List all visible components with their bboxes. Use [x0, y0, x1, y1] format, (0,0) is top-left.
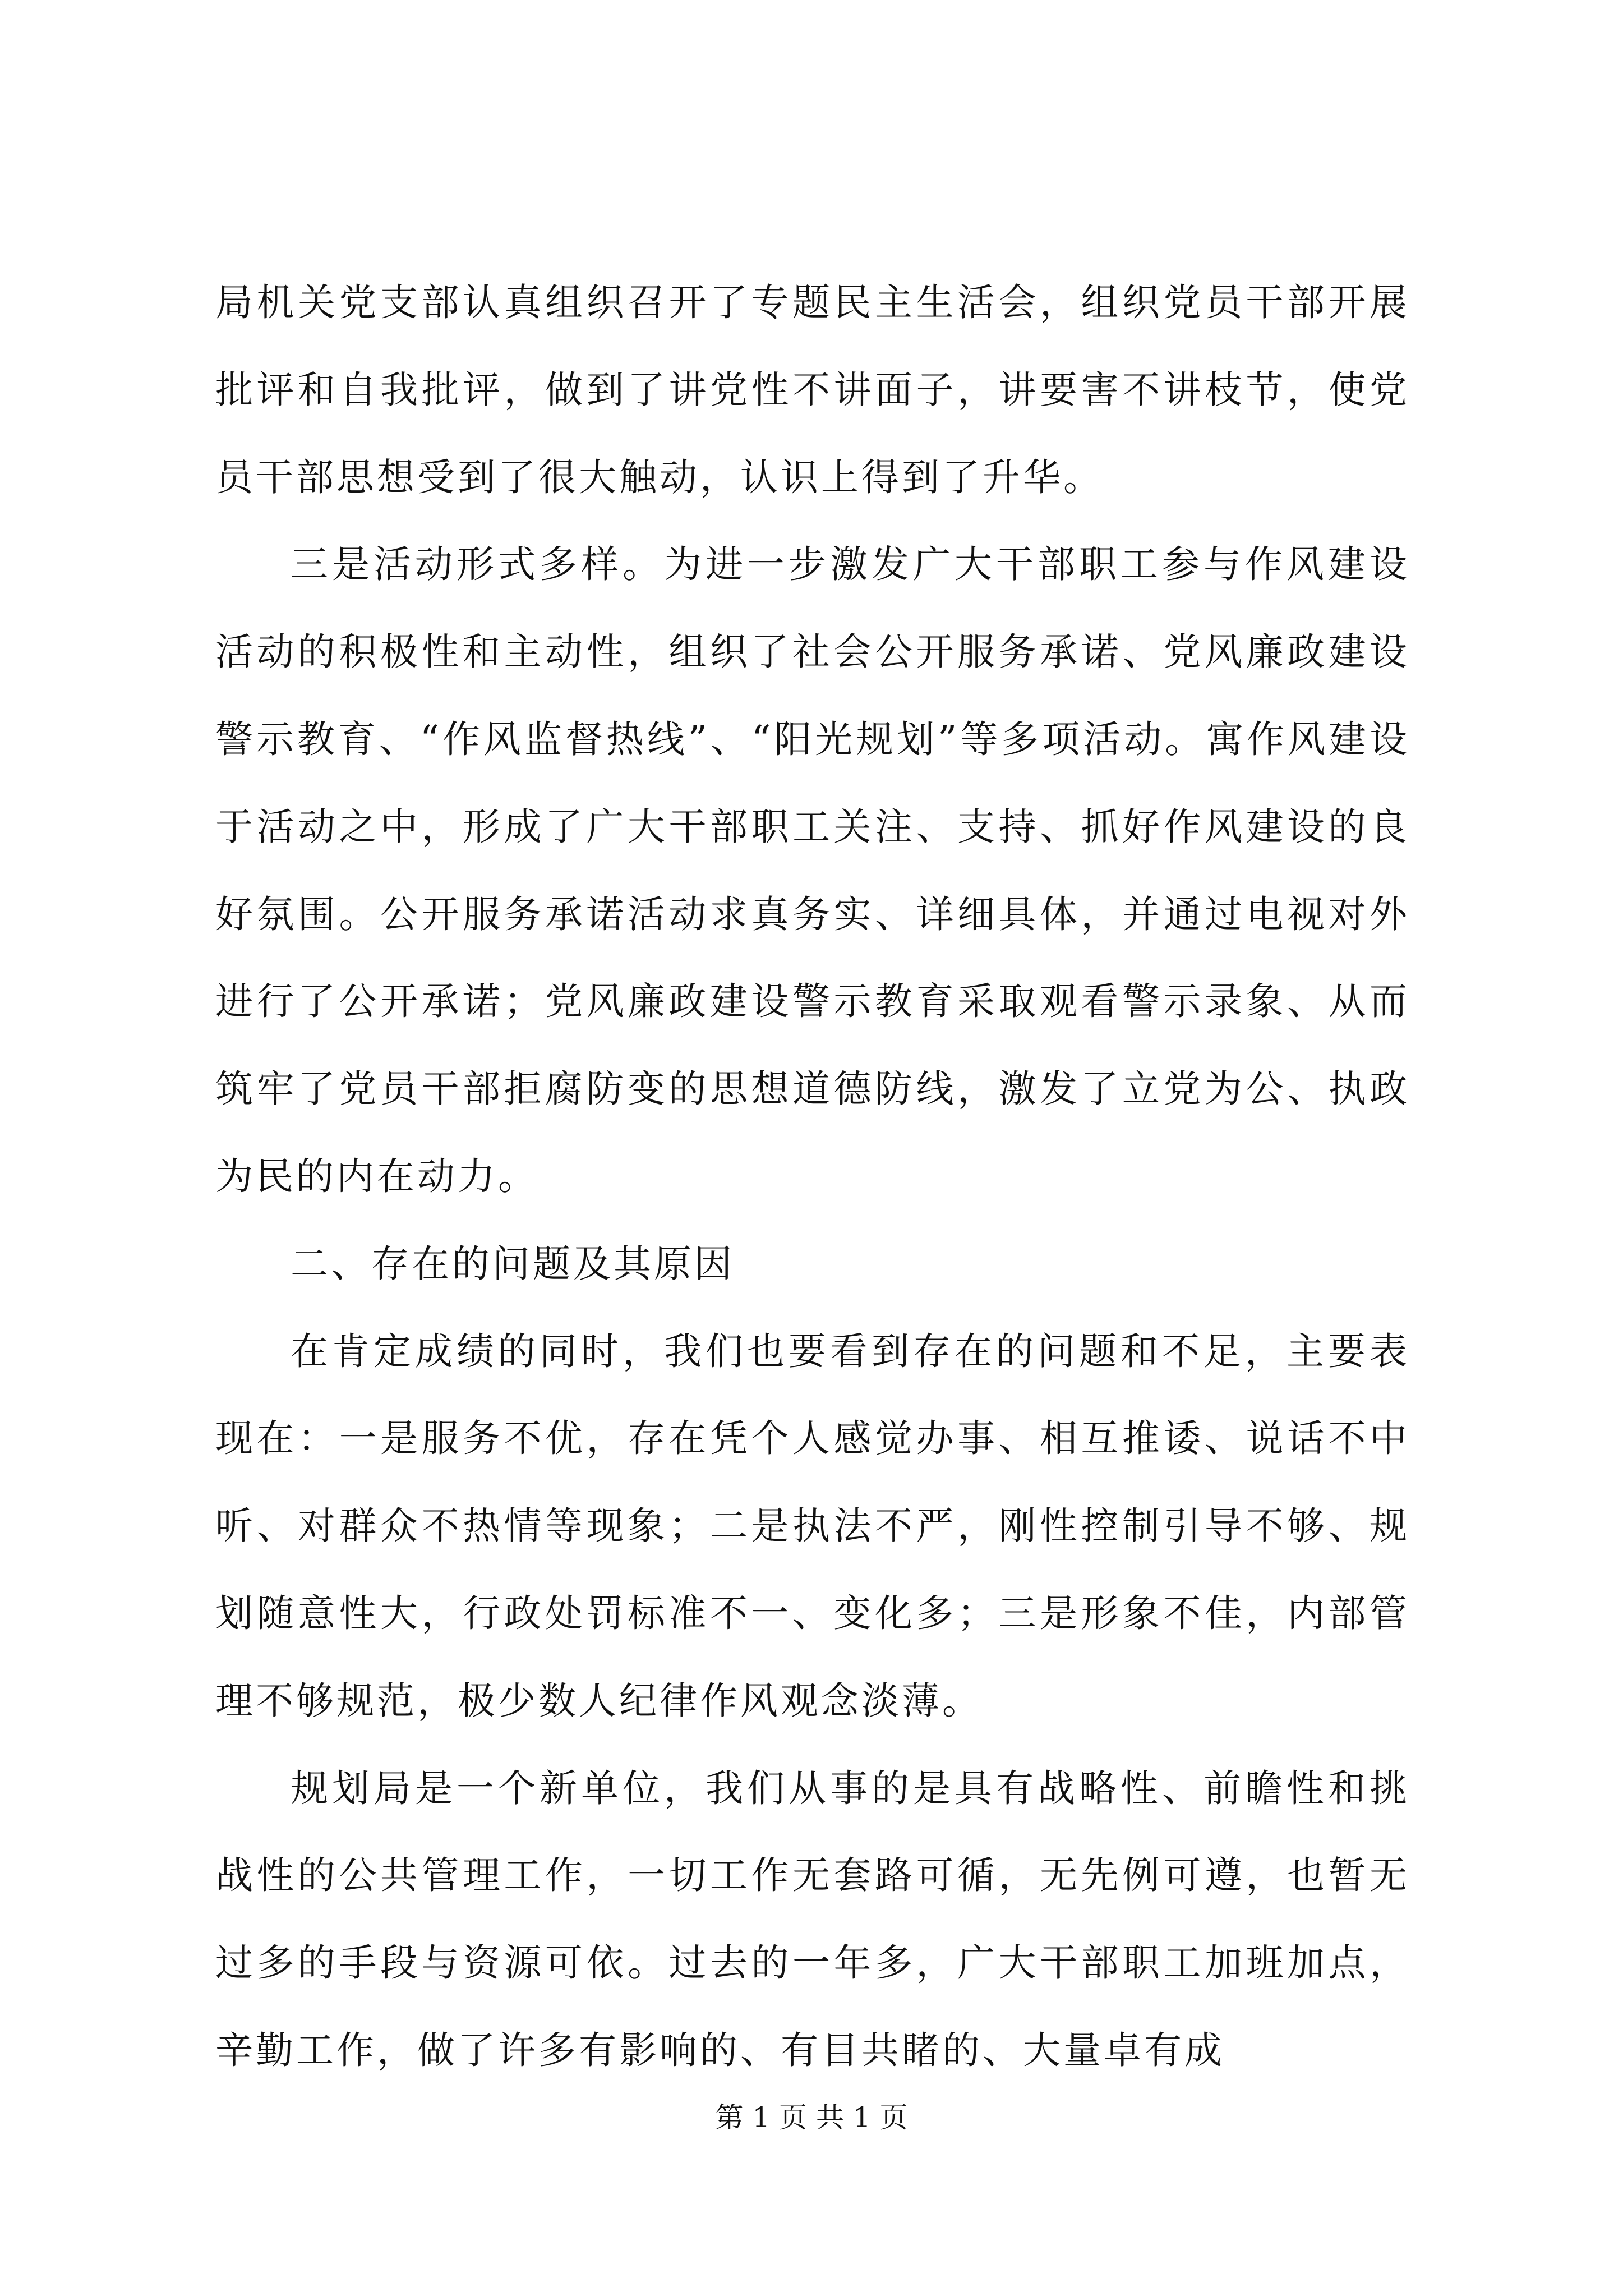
- page-number-label: 第 1 页 共 1 页: [715, 2101, 908, 2134]
- section-heading-problems: 二、存在的问题及其原因: [291, 1241, 735, 1286]
- paragraph-continuation: 局机关党支部认真组织召开了专题民主生活会，组织党员干部开展批评和自我批评，做到了讲党性不讲面子，讲要害不讲枝节，使党员干部思想受到了很大触动，认识上得到了升华。: [215, 280, 1410, 499]
- paragraph-planning-bureau: 规划局是一个新单位，我们从事的是具有战略性、前瞻性和挑战性的公共管理工作，一切工作无套路可循，无先例可遵，也暂无过多的手段与资源可依。过去的一年多，广大干部职工加班加点，辛勤工作，做了许多有影响的、有目共睹的、大量卓有成: [215, 1766, 1410, 2072]
- paragraph-problems: 在肯定成绩的同时，我们也要看到存在的问题和不足，主要表现在：一是服务不优，存在凭个人感觉办事、相互推诿、说话不中听、对群众不热情等现象；二是执法不严，刚性控制引导不够、规划随意性大，行政处罚标准不一、变化多；三是形象不佳，内部管理不够规范，极少数人纪律作风观念淡薄。: [215, 1329, 1410, 1723]
- document-body: [215, 259, 1410, 2095]
- page-footer: [0, 2101, 1623, 2134]
- paragraph-activity-forms: 三是活动形式多样。为进一步激发广大干部职工参与作风建设活动的积极性和主动性，组织了社会公开服务承诺、党风廉政建设警示教育、“作风监督热线”、“阳光规划”等多项活动。寓作风建设于活动之中，形成了广大干部职工关注、支持、抓好作风建设的良好氛围。公开服务承诺活动求真务实、详细具体，并通过电视对外进行了公开承诺；党风廉政建设警示教育采取观看警示录象、从而筑牢了党员干部拒腐防变的思想道德防线，激发了立党为公、执政为民的内在动力。: [215, 542, 1410, 1198]
